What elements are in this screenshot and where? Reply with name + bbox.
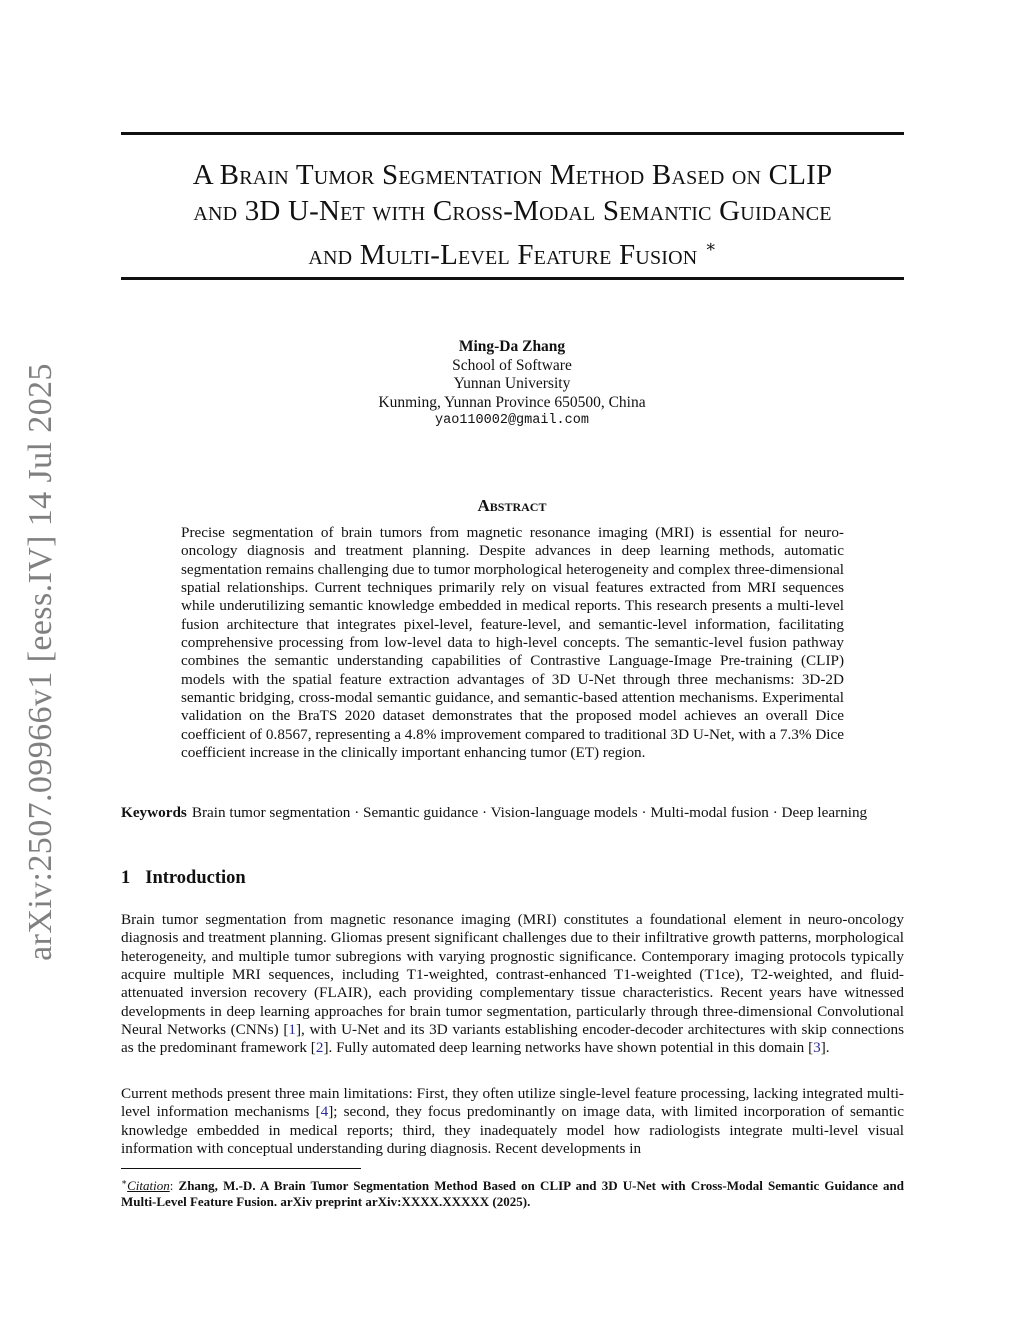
author-block [300,338,724,431]
keywords-block [121,803,904,822]
intro-p2-part-b: ]; second, they focus predominantly on image data, with limited incorporation of semantic knowledge embedded in medical reports; third, they inadequately model how radiologists integrate multi-level visual information with conceptual understanding during diagnosis. Recent developments in [121,1103,904,1158]
intro-p1-part-b: ], with U-Net and its 3D variants establishing encoder-decoder architectures with skip connections as the predominant framework [ [121,1021,905,1057]
author-address: Kunming, Yunnan Province 650500, China [378,393,646,411]
citation-link-3[interactable]: 3 [813,1039,821,1057]
citation-link-1[interactable]: 1 [288,1021,296,1039]
footnote-rule [121,1168,361,1169]
footnote-mark: ∗ [121,1177,128,1187]
citation-footnote [121,1174,904,1210]
section-heading-introduction [121,868,246,889]
intro-p1-part-a: Brain tumor segmentation from magnetic resonance imaging (MRI) constitutes a foundational element in neuro-oncology diagnosis and treatment planning. Gliomas present significant challenges due to their infiltrative growth patterns, morphological heterogeneity, and multiple tumor subregions with varying prognostic significance. Contemporary imaging protocols typically acquire multiple MRI sequences, including T1-weighted, contrast-enhanced T1-weighted (T1ce), T2-weighted, and fluid-attenuated inversion recovery (FLAIR), each providing complementary tissue characteristics. Recent years have witnessed developments in deep learning approaches for brain tumor segmentation, particularly through three-dimensional Convolutional Neural Networks (CNNs) [ [121,911,904,1039]
title-line-1: A Brain Tumor Segmentation Method Based on CLIP [192,159,833,191]
intro-paragraph-1 [121,911,904,1058]
citation-link-4[interactable]: 4 [320,1103,329,1121]
footnote-separator: : [169,1178,179,1193]
citation-link-2[interactable]: 2 [315,1039,324,1057]
footnote-citation-label[interactable]: Citation [127,1178,170,1193]
section-number: 1 [121,868,131,888]
keywords-label: Keywords [121,804,187,821]
author-department: School of Software [452,356,572,374]
intro-paragraph-2 [121,1085,904,1158]
footnote-text: Zhang, M.-D. A Brain Tumor Segmentation Method Based on CLIP and 3D U-Net with Cross-Modal Semantic Guidance and Multi-Level Feature Fusion. arXiv preprint arXiv:XXXX.XXXXX (2025). [121,1178,904,1209]
title-line-2: and 3D U-Net with Cross-Modal Semantic Guidance [193,195,832,227]
intro-p2-part-a: Current methods present three main limitations: First, they often utilize single-level feature processing, lacking integrated multi-level information mechanisms [ [121,1085,904,1121]
intro-p1-part-c: ]. Fully automated deep learning networks have shown potential in this domain [ [323,1039,814,1057]
title-line-3 [121,229,904,273]
title-footnote-mark[interactable]: ∗ [704,237,717,256]
keywords-text: Brain tumor segmentation · Semantic guidance · Vision-language models · Multi-modal fusion · Deep learning [191,804,868,821]
title-line-3-text: and Multi-Level Feature Fusion [308,239,698,271]
title-bottom-rule [121,277,904,280]
arxiv-sidebar-stamp: arXiv:2507.09966v1 [eess.IV] 14 Jul 2025 [22,363,59,961]
abstract-heading: Abstract [477,496,547,515]
title-top-rule [121,132,904,135]
section-title: Introduction [145,868,246,888]
abstract-text: Precise segmentation of brain tumors from magnetic resonance imaging (MRI) is essential for neuro-oncology diagnosis and treatment planning. Despite advances in deep learning methods, automatic segmentation remains challenging due to tumor morphological heterogeneity and complex three-dimensional spatial relationships. Current techniques primarily rely on visual features extracted from MRI sequences while underutilizing semantic knowledge embedded in medical reports. This research presents a multi-level fusion architecture that integrates pixel-level, feature-level, and semantic-level information, facilitating comprehensive processing from low-level data to high-level concepts. The semantic-level fusion pathway combines the semantic understanding capabilities of Contrastive Language-Image Pre-training (CLIP) models with the spatial feature extraction advantages of 3D U-Net through three mechanisms: 3D-2D semantic bridging, cross-modal semantic guidance, and semantic-based attention mechanisms. Experimental validation on the BraTS 2020 dataset demonstrates that the proposed model achieves an overall Dice coefficient of 0.8567, representing a 4.8% improvement compared to traditional 3D U-Net, with a 7.3% Dice coefficient increase in the clinically important enhancing tumor (ET) region. [181,524,844,762]
intro-p1-part-d: ]. [820,1039,830,1057]
author-email[interactable]: yao110002@gmail.com [435,413,589,428]
paper-title [121,157,904,273]
author-university: Yunnan University [453,375,571,392]
author-name: Ming-Da Zhang [458,338,566,355]
